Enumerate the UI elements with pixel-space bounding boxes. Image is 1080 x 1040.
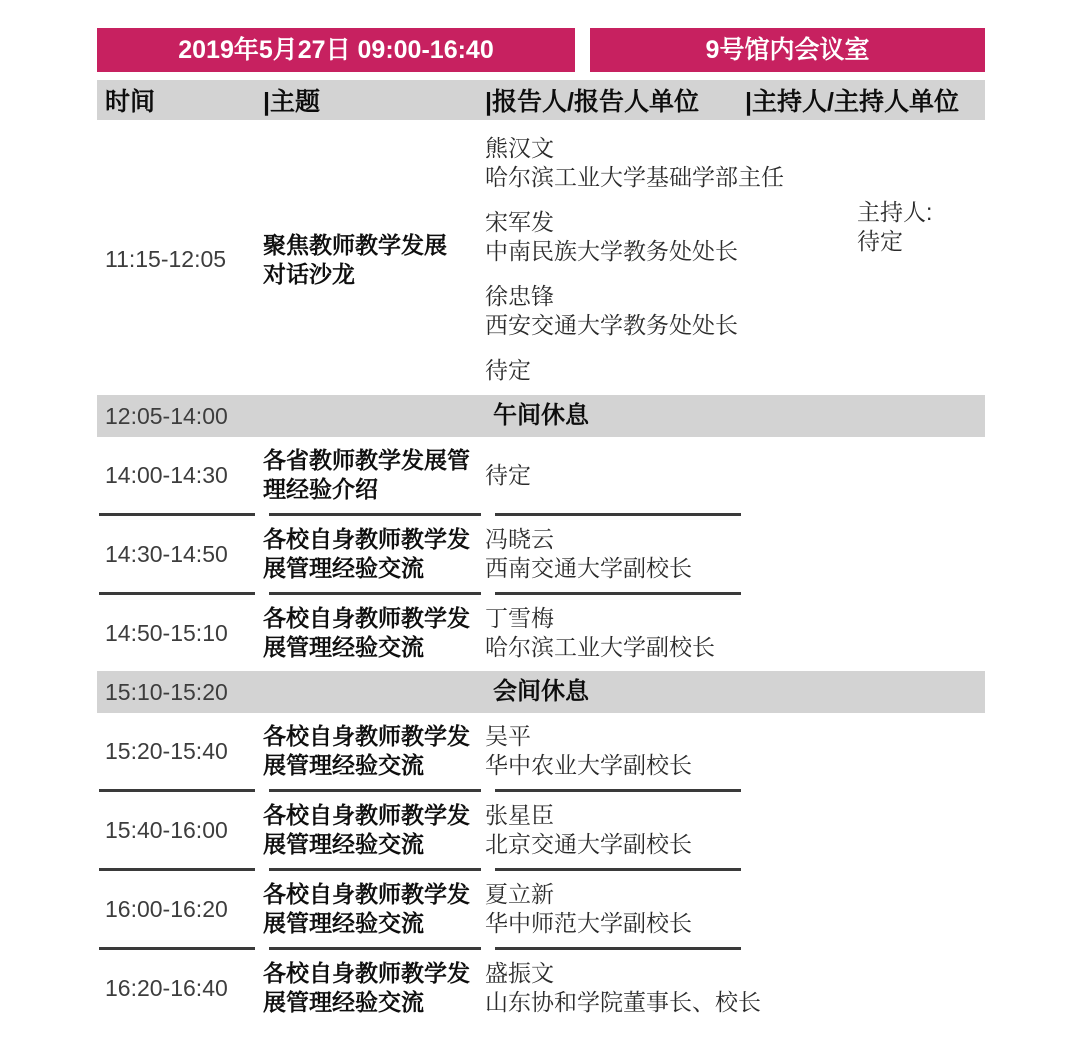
speaker-name: 冯晓云 (485, 526, 554, 552)
session-row-1115 (97, 120, 985, 395)
topic-line: 展管理经验交流 (263, 910, 424, 936)
topic-line: 对话沙龙 (263, 260, 355, 287)
session-time: 16:00-16:20 (105, 895, 228, 922)
session-topic (263, 446, 485, 504)
speaker-name: 丁雪梅 (485, 605, 554, 631)
topic-line: 理经验介绍 (263, 476, 378, 502)
speaker-name: 宋军发 (485, 209, 554, 235)
session-topic (263, 959, 485, 1017)
topic-line: 聚焦教师教学发展 (263, 231, 447, 258)
separator-segment (495, 513, 741, 516)
break-label: 午间休息 (493, 402, 589, 429)
speaker-entry (485, 134, 784, 192)
speaker-org: 华中农业大学副校长 (485, 752, 692, 778)
topic-line: 各校自身教师教学发 (263, 605, 470, 631)
separator-segment (269, 513, 481, 516)
session-speaker (485, 801, 745, 859)
session-row-1600 (97, 871, 985, 947)
speaker-org: 山东协和学院董事长、校长 (485, 989, 761, 1015)
speaker-name: 张星臣 (485, 802, 554, 828)
column-header-topic: |主题 (263, 88, 320, 116)
session-speaker (485, 959, 761, 1017)
speaker-name: 待定 (485, 357, 531, 383)
break-time: 15:10-15:20 (105, 679, 228, 705)
break-row-lunch (97, 395, 985, 437)
speaker-org: 哈尔滨工业大学基础学部主任 (485, 164, 784, 190)
topic-line: 各省教师教学发展管 (263, 447, 470, 473)
break-label: 会间休息 (493, 678, 589, 705)
session-topic (263, 880, 485, 938)
date-banner: 2019年5月27日 09:00-16:40 (97, 28, 575, 72)
separator-segment (495, 789, 741, 792)
speaker-org: 西南交通大学副校长 (485, 555, 692, 581)
separator-segment (495, 868, 741, 871)
topic-line: 各校自身教师教学发 (263, 881, 470, 907)
session-time: 14:50-15:10 (105, 619, 228, 646)
topic-line: 展管理经验交流 (263, 555, 424, 581)
separator-segment (269, 592, 481, 595)
session-time: 15:40-16:00 (105, 816, 228, 843)
session-row-1450 (97, 595, 985, 671)
topic-line: 各校自身教师教学发 (263, 802, 470, 828)
session-row-1620 (97, 950, 985, 1026)
separator-segment (495, 947, 741, 950)
session-host (745, 198, 985, 256)
topic-line: 各校自身教师教学发 (263, 723, 470, 749)
topic-line: 展管理经验交流 (263, 634, 424, 660)
session-row-1540 (97, 792, 985, 868)
host-label: 主持人: (857, 199, 933, 225)
session-row-1400 (97, 437, 985, 513)
session-topic (263, 231, 485, 289)
session-speaker (485, 604, 745, 662)
venue-banner: 9号馆内会议室 (590, 28, 985, 72)
speaker-entry (485, 282, 745, 340)
separator-segment (99, 947, 255, 950)
banner-bars (97, 28, 985, 72)
session-topic (263, 801, 485, 859)
speaker-org: 西安交通大学教务处处长 (485, 312, 738, 338)
session-speaker (485, 525, 745, 583)
speaker-name: 吴平 (485, 723, 531, 749)
session-row-1520 (97, 713, 985, 789)
column-header-speaker: |报告人/报告人单位 (485, 88, 699, 116)
speaker-entry (485, 208, 745, 266)
speaker-org: 中南民族大学教务处处长 (485, 238, 738, 264)
speaker-name: 徐忠锋 (485, 283, 554, 309)
host-value: 待定 (857, 228, 903, 254)
session-topic (263, 722, 485, 780)
session-speaker (485, 880, 745, 938)
separator-segment (99, 513, 255, 516)
separator-segment (269, 789, 481, 792)
topic-line: 展管理经验交流 (263, 989, 424, 1015)
speaker-name: 熊汉文 (485, 135, 554, 161)
speaker-org: 哈尔滨工业大学副校长 (485, 634, 715, 660)
column-header-time: 时间 (105, 88, 156, 116)
speaker-org: 北京交通大学副校长 (485, 831, 692, 857)
separator-segment (269, 868, 481, 871)
topic-line: 展管理经验交流 (263, 831, 424, 857)
session-time: 14:30-14:50 (105, 540, 228, 567)
speaker-name: 夏立新 (485, 881, 554, 907)
speaker-name: 盛振文 (485, 960, 554, 986)
topic-line: 展管理经验交流 (263, 752, 424, 778)
topic-line: 各校自身教师教学发 (263, 526, 470, 552)
topic-line: 各校自身教师教学发 (263, 960, 470, 986)
session-speaker (485, 722, 745, 780)
session-time: 15:20-15:40 (105, 737, 228, 764)
separator-segment (99, 592, 255, 595)
schedule-table (97, 28, 985, 1026)
session-speakers (485, 134, 784, 385)
session-time: 14:00-14:30 (105, 461, 228, 488)
table-column-header (97, 80, 985, 120)
break-time: 12:05-14:00 (105, 403, 228, 429)
session-topic (263, 604, 485, 662)
separator-segment (495, 592, 741, 595)
session-topic (263, 525, 485, 583)
speaker-name: 待定 (485, 461, 531, 488)
session-row-1430 (97, 516, 985, 592)
speaker-org: 华中师范大学副校长 (485, 910, 692, 936)
column-header-host: |主持人/主持人单位 (745, 88, 959, 116)
session-time: 11:15-12:05 (105, 246, 227, 272)
separator-segment (269, 947, 481, 950)
session-speaker (485, 461, 745, 490)
speaker-entry (485, 356, 745, 385)
separator-segment (99, 868, 255, 871)
break-row-intermission (97, 671, 985, 713)
separator-segment (99, 789, 255, 792)
session-time: 16:20-16:40 (105, 974, 228, 1001)
